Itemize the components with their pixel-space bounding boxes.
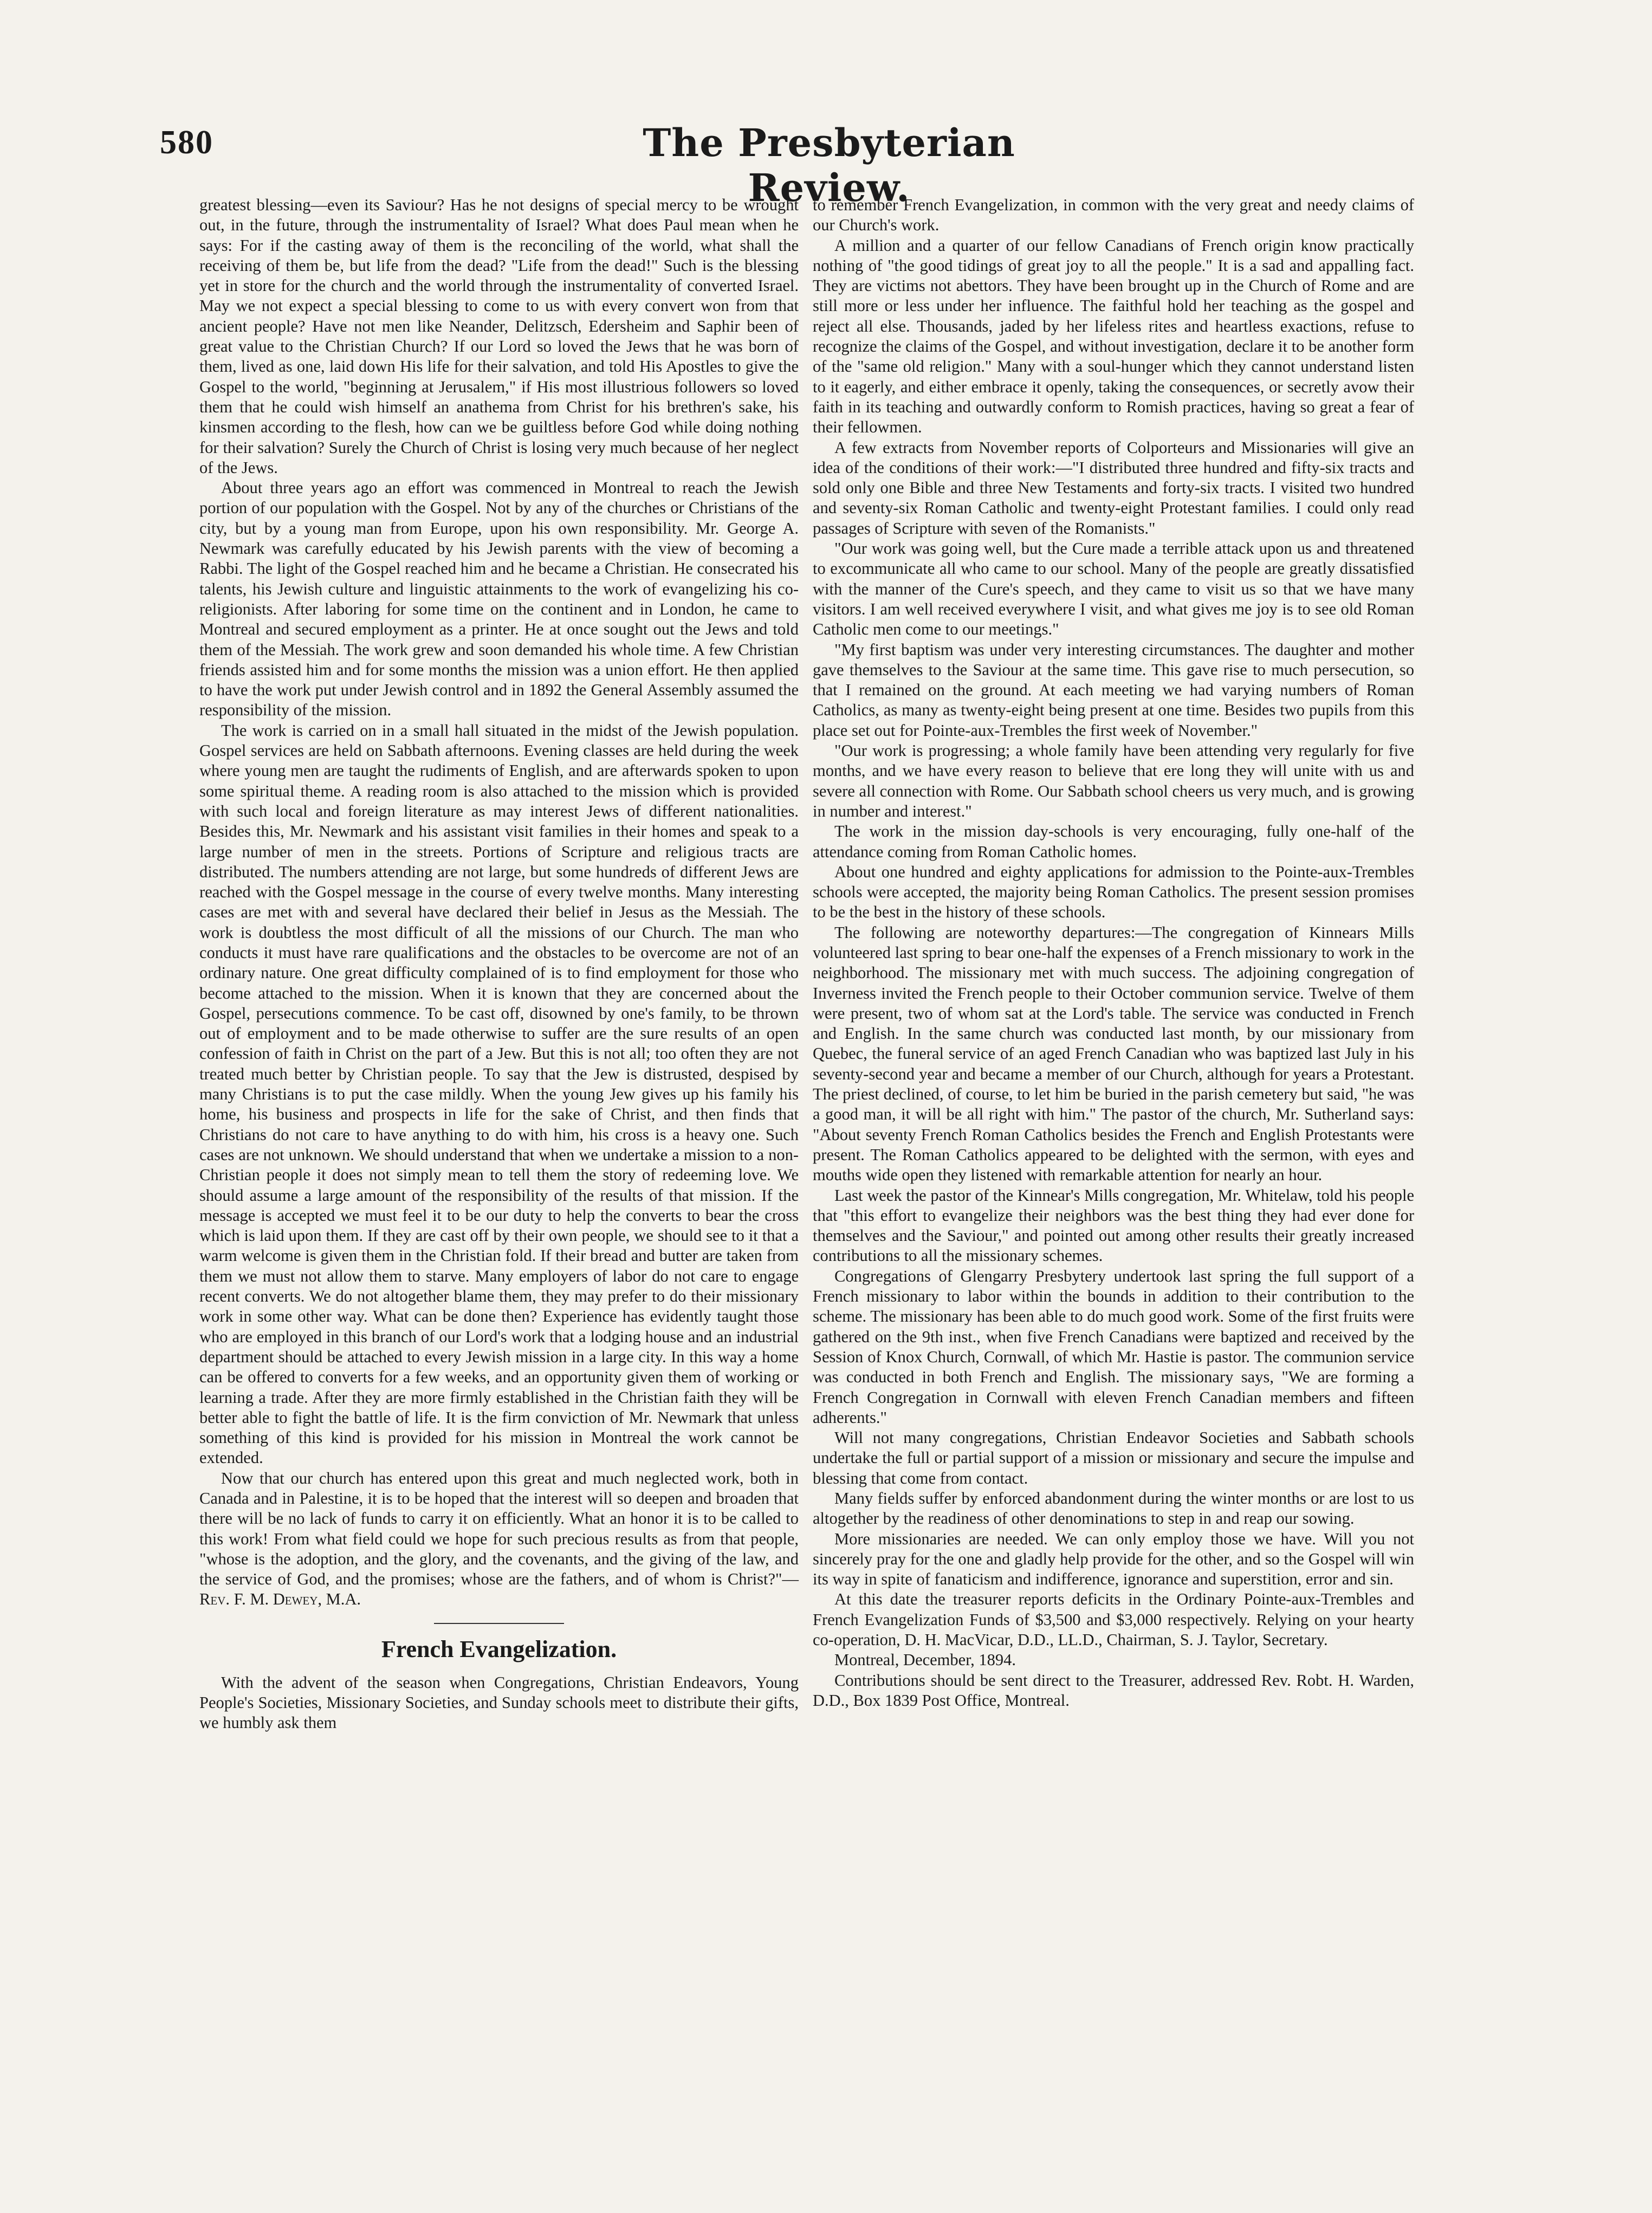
paragraph: A few extracts from November reports of Colporteurs and Missionaries will give an idea of the conditions of their work:—"I distributed three hundred and fifty-six tracts and sold only one Bible and three New Testaments and forty-six tracts. I visited two hundred and seventy-six Roman Catholic and twenty-eight Protestant families. I could only read passages of Scripture with seven of the Romanists." <box>813 438 1414 538</box>
paragraph: With the advent of the season when Congregations, Christian Endeavors, Young People's Societies, Missionary Societies, and Sunday schools meet to distribute their gifts, we humbly ask them <box>199 1673 799 1732</box>
paragraph: A million and a quarter of our fellow Canadians of French origin know practically nothing of "the good tidings of great joy to all the people." It is a sad and appalling fact. They are victims not abettors. They have been brought up in the Church of Rome and are still more or less under her influence. The faithful hold her teaching as the gospel and reject all else. Thousands, jaded by her lifeless rites and heartless exactions, refuse to recognize the claims of the Gospel, and without investigation, declare it to be another form of the "same old religion." Many with a soul-hunger which they cannot understand listen to it eagerly, and either embrace it openly, taking the consequences, or secretly avow their faith in its teaching and outwardly conform to Romish practices, having so great a fear of their fellowmen. <box>813 236 1414 437</box>
paragraph: About three years ago an effort was commenced in Montreal to reach the Jewish portion of our population with the Gospel. Not by any of the churches or Christians of the city, but by a young man from Europe, upon his own responsibility. Mr. George A. Newmark was carefully educated by his Jewish parents with the view of becoming a Rabbi. The light of the Gospel reached him and he became a Christian. He consecrated his talents, his Jewish culture and linguistic attainments to the work of evangelizing his co-religionists. After laboring for some time on the continent and in London, he came to Montreal and secured employment as a printer. He at once sought out the Jews and told them of the Messiah. The work grew and soon demanded his whole time. A few Christian friends assisted him and for some months the mission was a union effort. He then applied to have the work put under Jewish control and in 1892 the General Assembly assumed the responsibility of the mission. <box>199 478 799 720</box>
paragraph: Many fields suffer by enforced abandonment during the winter months or are lost to us altogether by the readiness of other denominations to step in and reap our sowing. <box>813 1489 1414 1528</box>
left-column <box>199 195 799 1733</box>
paragraph: The work is carried on in a small hall situated in the midst of the Jewish population. Gospel services are held on Sabbath afternoons. Evening classes are held during the week where young men are taught the rudiments of English, and are afterwards spoken to upon some spiritual theme. A reading room is also attached to the mission which is provided with such local and foreign literature as may interest Jews of different nationalities. Besides this, Mr. Newmark and his assistant visit families in their homes and speak to a large number of men in the streets. Portions of Scripture and religious tracts are distributed. The numbers attending are not large, but some hundreds of different Jews are reached with the Gospel message in the course of every twelve months. Many interesting cases are met with and several have declared their belief in Jesus as the Messiah. The work is doubtless the most difficult of all the missions of our Church. The man who conducts it must have rare qualifications and the obstacles to be overcome are not of an ordinary nature. One great difficulty complained of is to find employment for those who become attached to the mission. When it is known that they are concerned about the Gospel, persecutions commence. To be cast off, disowned by one's family, to be thrown out of employment and to be made otherwise to suffer are the sure results of an open confession of faith in Christ on the part of a Jew. But this is not all; too often they are not treated much better by Christian people. To say that the Jew is distrusted, despised by many Christians is to put the case mildly. When the young Jew gives up his family his home, his business and prospects in life for the sake of Christ, and then finds that Christians do not care to have anything to do with him, his cross is a heavy one. Such cases are not unknown. We should understand that when we undertake a mission to a non-Christian people it does not simply mean to tell them the story of redeeming love. We should assume a large amount of the responsibility of the results of that mission. If the message is accepted we must feel it to be our duty to help the converts to bear the cross which is laid upon them. If they are cast off by their own people, we should see to it that a warm welcome is given them in the Christian fold. If their bread and butter are taken from them we must not allow them to starve. Many employers of labor do not care to engage recent converts. We do not altogether blame them, they may prefer to do their missionary work in some other way. What can be done then? Experience has evidently taught those who are employed in this branch of our Lord's work that a lodging house and an industrial department should be attached to every Jewish mission in a large city. In this way a home can be offered to converts for a few weeks, and an opportunity given them of working or learning a trade. After they are more firmly established in the Christian faith they will be better able to fight the battle of life. It is the firm conviction of Mr. Newmark that unless something of this kind is provided for his mission in Montreal the work cannot be extended. <box>199 721 799 1467</box>
paragraph: to remember French Evangelization, in common with the very great and needy claims of our Church's work. <box>813 196 1414 235</box>
section-divider <box>434 1623 564 1624</box>
paragraph: greatest blessing—even its Saviour? Has he not designs of special mercy to be wrought out, in the future, through the instrumentality of Israel? What does Paul mean when he says: For if the casting away of them is the reconciling of the world, what shall the receiving of them be, but life from the dead? "Life from the dead!" Such is the blessing yet in store for the church and the world through the instrumentality of converted Israel. May we not expect a special blessing to come to us with every convert won from that ancient people? Have not men like Neander, Delitzsch, Edersheim and Saphir been of great value to the Christian Church? If our Lord so loved the Jews that he was born of them, lived as one, laid down His life for their salvation, and told His Apostles to give the Gospel to the world, "beginning at Jerusalem," if His most illustrious followers so loved them that he could wish himself an anathema from Christ for his brethren's sake, his kinsmen according to the flesh, how can we be guiltless before God while doing nothing for their salvation? Surely the Church of Christ is losing very much because of her neglect of the Jews. <box>199 196 799 477</box>
paragraph: Congregations of Glengarry Presbytery undertook last spring the full support of a French missionary to labor within the bounds in addition to their contribution to the scheme. The missionary has been able to do much good work. Some of the first fruits were gathered on the 9th inst., when five French Canadians were baptized and received by the Session of Knox Church, Cornwall, of which Mr. Hastie is pastor. The communion service was conducted in both French and English. The missionary says, "We are forming a French Congregation in Cornwall with eleven French Canadian members and fifteen adherents." <box>813 1266 1414 1427</box>
right-column <box>813 195 1414 1711</box>
paragraph <box>199 1468 799 1610</box>
paragraph: "Our work was going well, but the Cure made a terrible attack upon us and threatened to excommunicate all who came to our school. Many of the people are greatly dissatisfied with the manner of the Cure's speech, and they came to visit us so that we have many visitors. I am well received everywhere I visit, and what gives me joy is to see old Roman Catholic men come to our meetings." <box>813 539 1414 639</box>
paragraph: At this date the treasurer reports deficits in the Ordinary Pointe-aux-Trembles and French Evangelization Funds of $3,500 and $3,000 respectively. Relying on your hearty co-operation, D. H. MacVicar, D.D., LL.D., Chairman, S. J. Taylor, Secretary. <box>813 1590 1414 1649</box>
page-number: 580 <box>160 124 213 161</box>
paragraph: "My first baptism was under very interesting circumstances. The daughter and mother gave themselves to the Saviour at the same time. This gave rise to much persecution, so that I remained on the ground. At each meeting we had varying numbers of Roman Catholics, as many as twenty-eight being present at one time. Besides two pupils from this place set out for Pointe-aux-Trembles the first week of November." <box>813 640 1414 740</box>
paragraph: More missionaries are needed. We can only employ those we have. Will you not sincerely pray for the one and gladly help provide for the other, and so the Gospel will win its way in spite of fanaticism and indifference, ignorance and superstition, error and sin. <box>813 1529 1414 1589</box>
paragraph: About one hundred and eighty applications for admission to the Pointe-aux-Trembles schools were accepted, the majority being Roman Catholics. The present session promises to be the best in the history of these schools. <box>813 862 1414 922</box>
section-heading: French Evangelization. <box>381 1635 617 1662</box>
page-title: The Presbyterian Review. <box>643 120 1015 210</box>
paragraph: Will not many congregations, Christian Endeavor Societies and Sabbath schools undertake the full or partial support of a mission or missionary and secure the impulse and blessing that come from contact. <box>813 1428 1414 1487</box>
author-signature: Rev. F. M. Dewey, M.A. <box>199 1590 361 1609</box>
paragraph: The work in the mission day-schools is very encouraging, fully one-half of the attendance coming from Roman Catholic homes. <box>813 822 1414 861</box>
paragraph: Contributions should be sent direct to the Treasurer, addressed Rev. Robt. H. Warden, D.D., Box 1839 Post Office, Montreal. <box>813 1671 1414 1710</box>
paragraph: The following are noteworthy departures:—The congregation of Kinnears Mills volunteered last spring to bear one-half the expenses of a French missionary to work in the neighborhood. The missionary met with much success. The adjoining congregation of Inverness invited the French people to their October communion service. Twelve of them were present, two of whom sat at the Lord's table. The service was conducted in French and English. In the same church was conducted last month, by our missionary from Quebec, the funeral service of an aged French Canadian who was baptized last July in his seventy-second year and became a member of our Church, although for years a Protestant. The priest declined, of course, to let him be buried in the parish cemetery but said, "he was a good man, it will be all right with him." The pastor of the church, Mr. Sutherland says: "About seventy French Roman Catholics besides the French and English Protestants were present. The Roman Catholics appeared to be delighted with the sermon, with eyes and mouths wide open they listened with remarkable attention for nearly an hour. <box>813 923 1414 1185</box>
dateline: Montreal, December, 1894. <box>834 1651 1016 1670</box>
paragraph: Last week the pastor of the Kinnear's Mills congregation, Mr. Whitelaw, told his people that "this effort to evangelize their neighbors was the best thing they had ever done for themselves and the Saviour," and pointed out among other results their greatly increased contributions to all the missionary schemes. <box>813 1186 1414 1265</box>
paragraph: "Our work is progressing; a whole family have been attending very regularly for five months, and we have every reason to believe that ere long they will unite with us and severe all connection with Rome. Our Sabbath school cheers us very much, and is growing in number and interest." <box>813 741 1414 820</box>
paragraph-text: Now that our church has entered upon this great and much neglected work, both in Canada and in Palestine, it is to be hoped that the interest will so deepen and broaden that there will be no lack of funds to carry it on efficiently. What an honor it is to be called to this work! From what field could we hope for such precious results as from that people, "whose is the adoption, and the glory, and the covenants, and the giving of the law, and the service of God, and the promises; whose are the fathers, and of whom is Christ?"— <box>199 1468 799 1589</box>
